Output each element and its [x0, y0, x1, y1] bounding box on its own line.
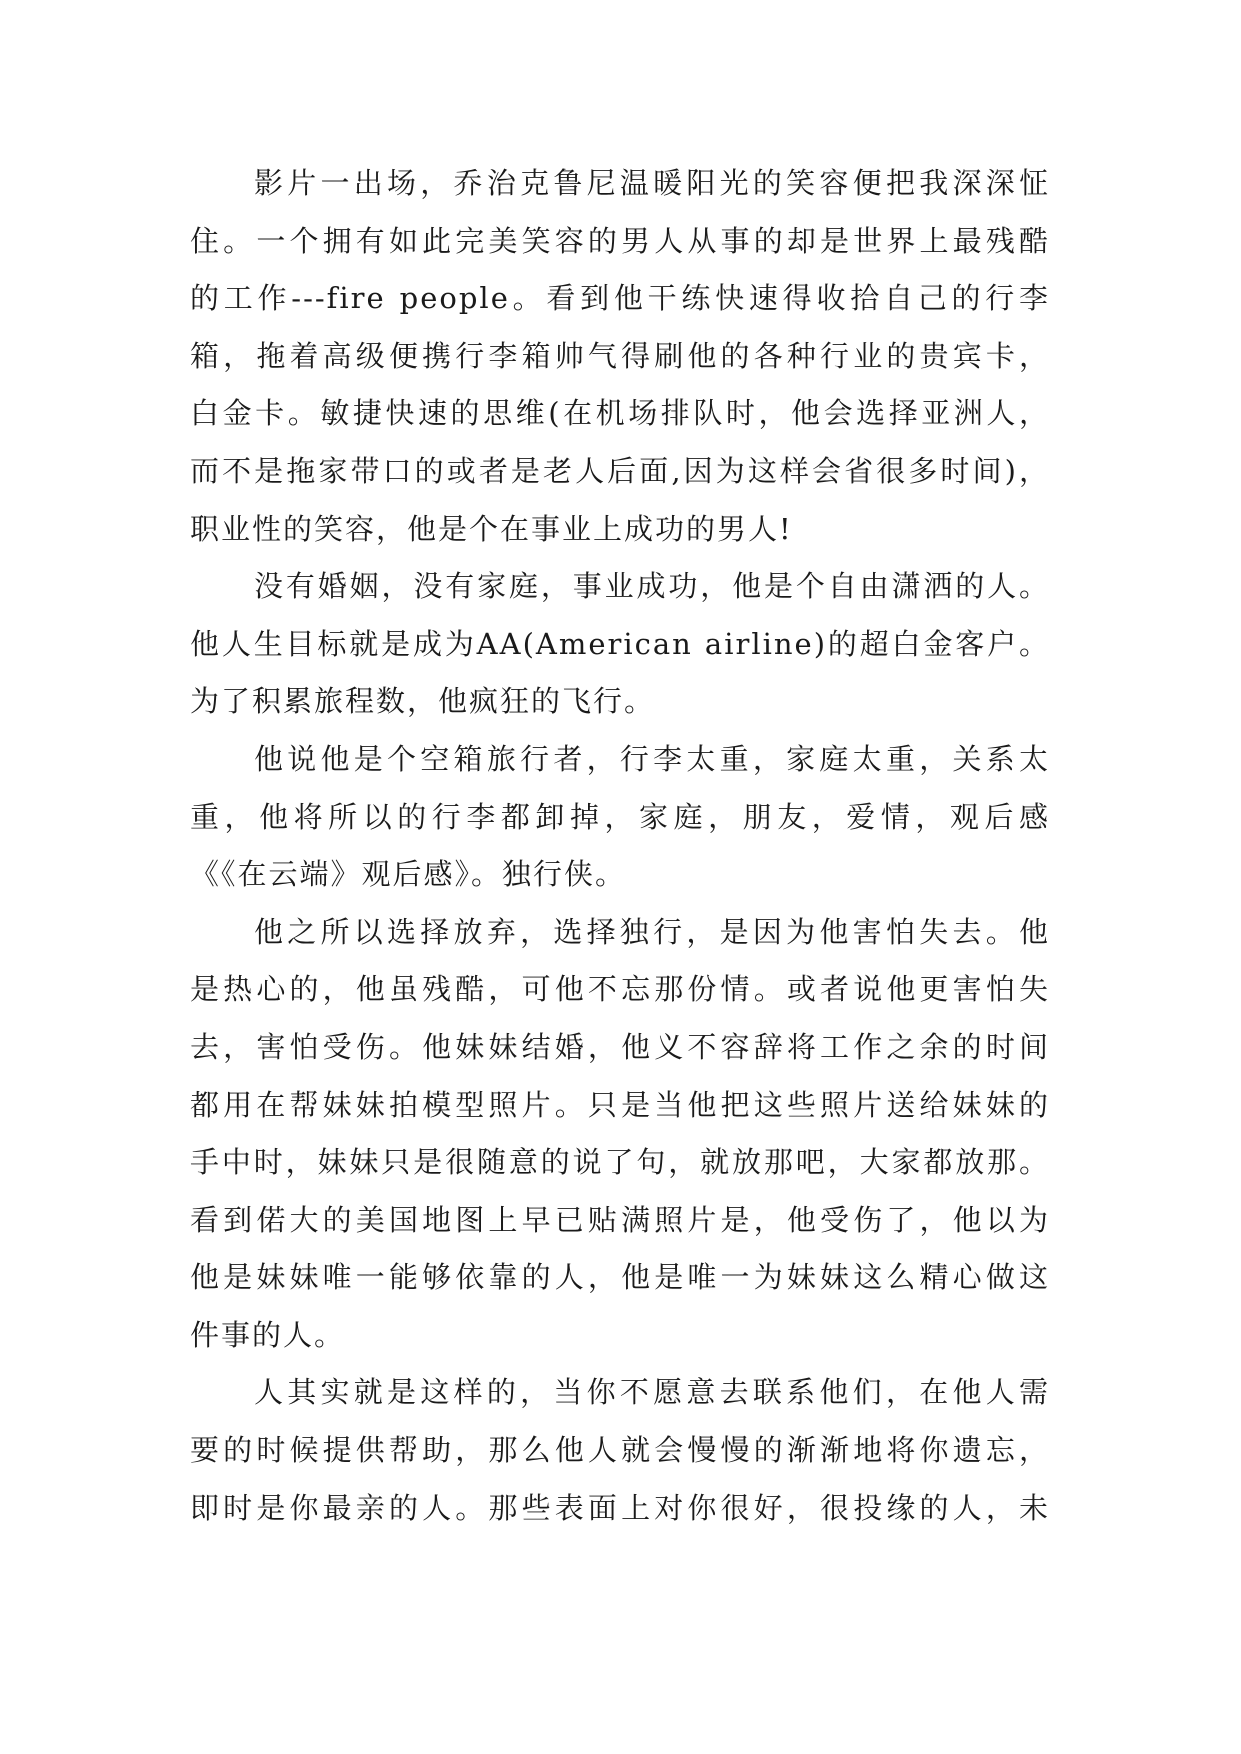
text-line: 《《在云端》观后感》。独行侠。 [190, 857, 627, 892]
text-line: 白金卡。敏捷快速的思维(在机场排队时，他会选择亚洲人， [190, 396, 1050, 431]
text-line: 为了积累旅程数，他疯狂的飞行。 [190, 684, 656, 719]
text-line: 即时是你最亲的人。那些表面上对你很好，很投缘的人，未 [190, 1490, 1050, 1525]
text-line: 都用在帮妹妹拍模型照片。只是当他把这些照片送给妹妹的 [190, 1087, 1050, 1122]
text-line: 他说他是个空箱旅行者，行李太重，家庭太重，关系太 [254, 741, 1050, 776]
text-line: 影片一出场，乔治克鲁尼温暖阳光的笑容便把我深深怔 [254, 166, 1050, 200]
text-line: 没有婚姻，没有家庭，事业成功，他是个自由潇洒的人。 [254, 569, 1050, 604]
text-line: 重，他将所以的行李都卸掉，家庭，朋友，爱情，观后感 [190, 799, 1050, 834]
text-line: 而不是拖家带口的或者是老人后面,因为这样会省很多时间)， [190, 453, 1050, 488]
text-line: 去，害怕受伤。他妹妹结婚，他义不容辞将工作之余的时间 [190, 1029, 1050, 1064]
text-line: 职业性的笑容，他是个在事业上成功的男人! [190, 511, 793, 546]
text-line: 人其实就是这样的，当你不愿意去联系他们，在他人需 [254, 1375, 1050, 1410]
text-line: 他之所以选择放弃，选择独行，是因为他害怕失去。他 [254, 914, 1050, 949]
text-line: 住。一个拥有如此完美笑容的男人从事的却是世界上最残酷 [190, 223, 1050, 258]
text-line: 要的时候提供帮助，那么他人就会慢慢的渐渐地将你遗忘， [190, 1433, 1050, 1468]
text-line: 是热心的，他虽残酷，可他不忘那份情。或者说他更害怕失 [190, 972, 1050, 1007]
text-line: 手中时，妹妹只是很随意的说了句，就放那吧，大家都放那。 [190, 1145, 1050, 1180]
text-line: 他人生目标就是成为AA(American airline)的超白金客户。 [190, 626, 1050, 661]
text-line: 箱，拖着高级便携行李箱帅气得刷他的各种行业的贵宾卡， [190, 338, 1050, 373]
text-line: 看到偌大的美国地图上早已贴满照片是，他受伤了，他以为 [190, 1202, 1050, 1237]
text-line: 件事的人。 [190, 1317, 346, 1352]
document-body [190, 155, 1050, 1537]
paragraph [190, 1364, 1050, 1537]
paragraph [190, 155, 1050, 558]
paragraph [190, 731, 1050, 904]
text-line: 的工作---fire people。看到他干练快速得收拾自己的行李 [190, 281, 1050, 316]
text-line: 他是妹妹唯一能够依靠的人，他是唯一为妹妹这么精心做这 [190, 1260, 1050, 1295]
paragraph [190, 904, 1050, 1365]
paragraph [190, 558, 1050, 731]
